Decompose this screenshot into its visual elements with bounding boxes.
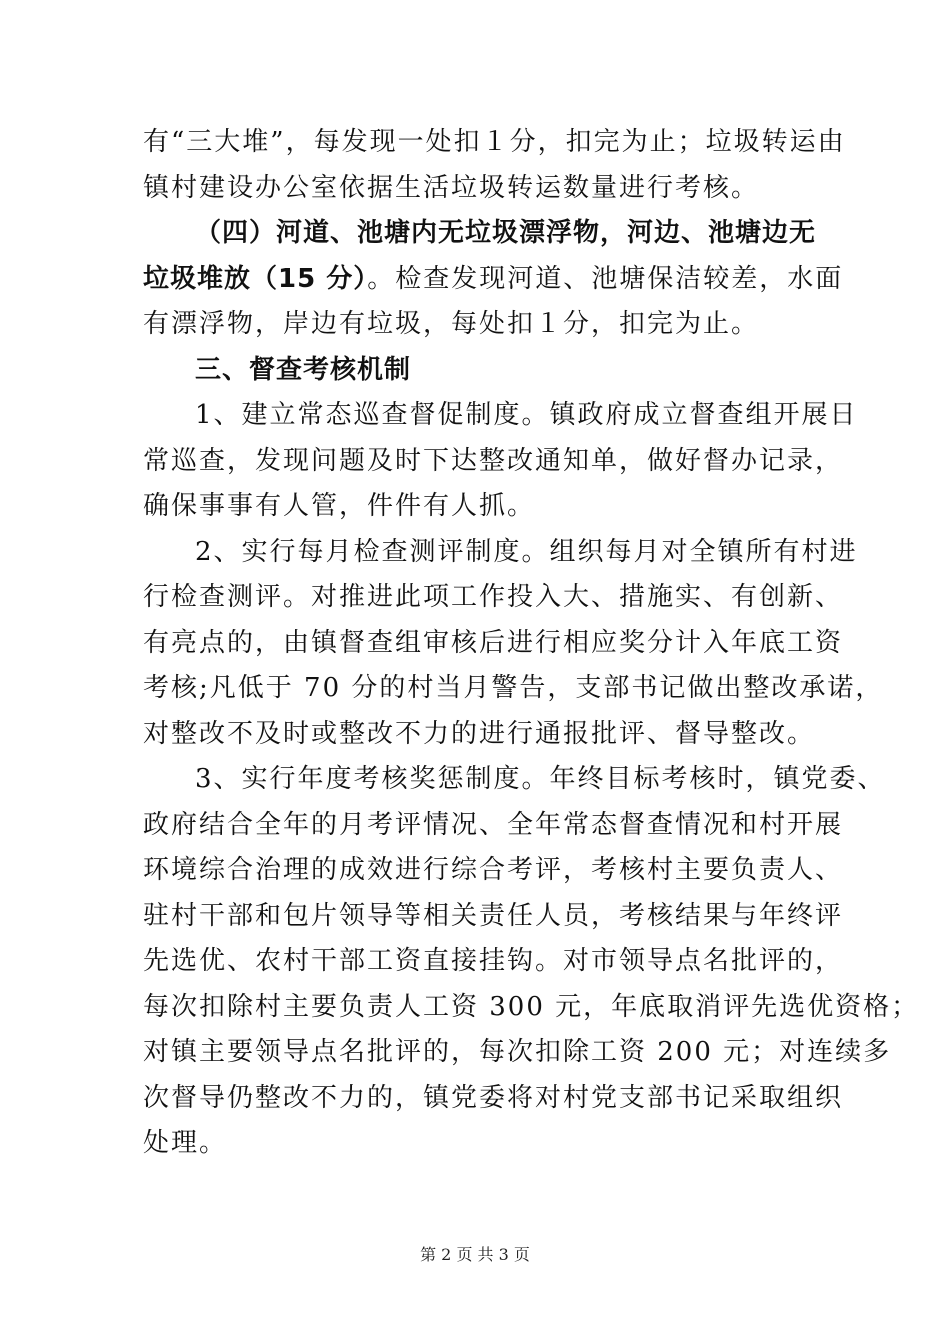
- body-text: 。检查发现河道、池塘保洁较差，水面: [367, 263, 844, 294]
- body-line: 对整改不及时或整改不力的进行通报批评、督导整改。: [143, 718, 816, 749]
- page-footer: [0, 1242, 950, 1265]
- body-line: 1、建立常态巡查督促制度。镇政府成立督查组开展日: [195, 400, 858, 430]
- section-heading-tail: 垃圾堆放（15 分）: [143, 263, 368, 294]
- page-number: 第 2 页 共 3 页: [420, 1245, 530, 1264]
- body-line: 每次扣除村主要负责人工资 300 元，年底取消评先选优资格；: [143, 991, 920, 1022]
- body-line: 对镇主要领导点名批评的，每次扣除工资 200 元；对连续多: [143, 1037, 892, 1067]
- section-heading: 三、督查考核机制: [195, 354, 412, 385]
- body-line: 有漂浮物，岸边有垃圾，每处扣１分，扣完为止。: [143, 309, 760, 339]
- body-line: 次督导仍整改不力的，镇党委将对村党支部书记采取组织: [143, 1082, 844, 1113]
- body-line: 处理。: [143, 1128, 228, 1158]
- body-line: 环境综合治理的成效进行综合考评，考核村主要负责人、: [143, 855, 844, 885]
- body-line: 驻村干部和包片领导等相关责任人员，考核结果与年终评: [143, 900, 844, 931]
- body-line: 先选优、农村干部工资直接挂钩。对市领导点名批评的，: [143, 946, 844, 976]
- body-line: 政府结合全年的月考评情况、全年常态督查情况和村开展: [143, 809, 844, 840]
- section-heading-line: （四）河道、池塘内无垃圾漂浮物，河边、池塘边无: [195, 218, 817, 248]
- body-line: 有“三大堆”，每发现一处扣１分，扣完为止；垃圾转运由: [143, 127, 846, 157]
- body-line: 2、实行每月检查测评制度。组织每月对全镇所有村进: [195, 536, 858, 567]
- body-line: 镇村建设办公室依据生活垃圾转运数量进行考核。: [143, 172, 760, 203]
- document-body: [143, 120, 920, 1167]
- body-line-mixed: [143, 257, 844, 303]
- body-line: 常巡查，发现问题及时下达整改通知单，做好督办记录，: [143, 445, 844, 476]
- body-line: 确保事事有人管，件件有人抓。: [143, 491, 536, 521]
- body-line: 3、实行年度考核奖惩制度。年终目标考核时，镇党委、: [195, 764, 886, 794]
- body-line: 行检查测评。对推进此项工作投入大、措施实、有创新、: [143, 582, 844, 612]
- body-line: 考核;凡低于 70 分的村当月警告，支部书记做出整改承诺，: [143, 673, 884, 703]
- body-line: 有亮点的，由镇督查组审核后进行相应奖分计入年底工资: [143, 627, 844, 658]
